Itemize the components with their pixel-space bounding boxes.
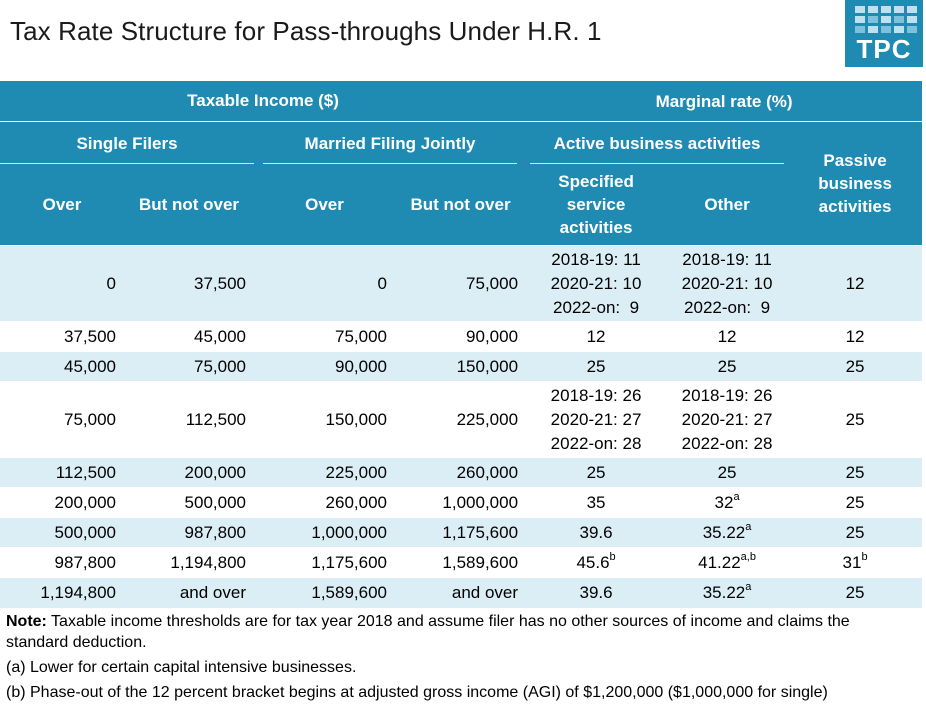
married-but-not-over-cell: 90,000	[395, 322, 526, 352]
rate-value: 35.22	[702, 582, 746, 602]
married-but-not-over-cell: 1,589,600	[395, 548, 526, 578]
note-a: (a) Lower for certain capital intensive businesses.	[6, 659, 357, 676]
single-over-cell: 1,194,800	[0, 578, 124, 608]
rate-value: 25	[717, 462, 737, 482]
specified-service-rate-cell	[526, 488, 666, 518]
passive-rate-cell	[788, 246, 922, 322]
single-over-cell: 75,000	[0, 382, 124, 458]
other-rate-cell	[666, 548, 788, 578]
married-over-cell: 75,000	[254, 322, 395, 352]
other-rate-cell	[666, 518, 788, 548]
rate-value: 25	[586, 462, 606, 482]
passive-rate-cell	[788, 458, 922, 488]
other-rate-cell	[666, 382, 788, 458]
rate-line: 2018-19: 26	[550, 385, 642, 405]
married-but-not-over-cell: 225,000	[395, 382, 526, 458]
rate-value: 25	[845, 409, 865, 429]
table-row	[0, 458, 922, 488]
passive-rate-cell	[788, 352, 922, 382]
other-rate-cell	[666, 458, 788, 488]
married-but-not-over-cell: 1,000,000	[395, 488, 526, 518]
rate-line: 2020-21: 27	[550, 409, 642, 429]
rate-line: 2022-on: 9	[553, 297, 640, 317]
passive-rate-cell	[788, 382, 922, 458]
header-single-filers: Single Filers	[0, 122, 254, 164]
specified-service-rate-cell	[526, 458, 666, 488]
header-married-filing-jointly: Married Filing Jointly	[254, 122, 526, 164]
rate-value: 39.6	[579, 582, 613, 602]
rate-value: 31	[842, 552, 862, 572]
header-other: Other	[666, 164, 788, 246]
header-taxable-income: Taxable Income ($)	[0, 81, 526, 122]
rate-line: 2018-19: 26	[681, 385, 773, 405]
single-but-not-over-cell: and over	[124, 578, 254, 608]
passive-rate-cell	[788, 488, 922, 518]
header-active-business: Active business activities	[526, 122, 788, 164]
note-main	[6, 611, 916, 653]
married-over-cell: 225,000	[254, 458, 395, 488]
page-title: Tax Rate Structure for Pass-throughs Under H.R. 1	[10, 16, 602, 46]
footnote-marker: a	[733, 490, 740, 503]
other-rate-cell	[666, 578, 788, 608]
other-rate-cell	[666, 352, 788, 382]
rate-value: 12	[586, 326, 606, 346]
logo-grid-icon	[855, 6, 917, 33]
header-marginal-rate: Marginal rate (%)	[526, 81, 922, 122]
rate-line: 2018-19: 11	[682, 249, 772, 269]
notes	[6, 611, 916, 707]
specified-service-rate-cell	[526, 352, 666, 382]
footnote-marker: b	[609, 550, 616, 563]
rate-line: 2022-on: 9	[684, 297, 771, 317]
rate-value: 25	[845, 522, 865, 542]
header-single-over: Over	[0, 164, 124, 246]
rate-value: 35.22	[702, 522, 746, 542]
single-but-not-over-cell: 987,800	[124, 518, 254, 548]
table-row	[0, 352, 922, 382]
single-over-cell: 112,500	[0, 458, 124, 488]
footnote-marker: a,b	[740, 550, 756, 563]
married-over-cell: 150,000	[254, 382, 395, 458]
tpc-logo	[845, 0, 923, 67]
married-over-cell: 260,000	[254, 488, 395, 518]
table-row	[0, 548, 922, 578]
passive-rate-cell	[788, 578, 922, 608]
other-rate-cell	[666, 322, 788, 352]
header-specified-service: Specified service activities	[526, 164, 666, 246]
passive-rate-cell	[788, 548, 922, 578]
single-but-not-over-cell: 37,500	[124, 246, 254, 322]
specified-service-rate-cell	[526, 548, 666, 578]
passive-rate-cell	[788, 322, 922, 352]
table-body	[0, 246, 922, 608]
married-but-not-over-cell: 260,000	[395, 458, 526, 488]
single-over-cell: 45,000	[0, 352, 124, 382]
note-b: (b) Phase-out of the 12 percent bracket begins at adjusted gross income (AGI) of $1,200,000 ($1,000,000 for single)	[6, 684, 828, 701]
rate-value: 39.6	[579, 522, 613, 542]
rate-value: 41.22	[698, 552, 741, 572]
table-row	[0, 322, 922, 352]
single-over-cell: 200,000	[0, 488, 124, 518]
rate-value: 25	[586, 356, 606, 376]
note-text: Taxable income thresholds are for tax year 2018 and assume filer has no other sources of income and claims the standard deduction.	[6, 613, 850, 651]
header-passive: Passive business activities	[788, 122, 922, 246]
table-row	[0, 578, 922, 608]
other-rate-cell	[666, 488, 788, 518]
single-over-cell: 987,800	[0, 548, 124, 578]
rate-line: 2022-on: 28	[550, 433, 642, 453]
single-over-cell: 0	[0, 246, 124, 322]
other-rate-cell	[666, 246, 788, 322]
rate-value: 12	[845, 273, 865, 293]
single-but-not-over-cell: 200,000	[124, 458, 254, 488]
table-row	[0, 488, 922, 518]
rate-line: 2020-21: 27	[681, 409, 773, 429]
header-married-over: Over	[254, 164, 395, 246]
logo-text: TPC	[856, 34, 912, 64]
rate-value: 45.6	[576, 552, 610, 572]
rate-value: 25	[845, 492, 865, 512]
table-row	[0, 246, 922, 322]
married-over-cell: 90,000	[254, 352, 395, 382]
table-row	[0, 382, 922, 458]
footnote-marker: a	[745, 580, 752, 593]
rate-value: 25	[845, 462, 865, 482]
specified-service-rate-cell	[526, 322, 666, 352]
note-label: Note:	[6, 613, 47, 630]
single-but-not-over-cell: 75,000	[124, 352, 254, 382]
rate-value: 32	[714, 492, 734, 512]
single-but-not-over-cell: 500,000	[124, 488, 254, 518]
single-but-not-over-cell: 45,000	[124, 322, 254, 352]
specified-service-rate-cell	[526, 578, 666, 608]
rate-value: 25	[845, 582, 865, 602]
header-single-but-not-over: But not over	[124, 164, 254, 246]
tax-rate-table	[0, 80, 922, 608]
married-but-not-over-cell: 75,000	[395, 246, 526, 322]
single-over-cell: 500,000	[0, 518, 124, 548]
specified-service-rate-cell	[526, 246, 666, 322]
specified-service-rate-cell	[526, 518, 666, 548]
married-but-not-over-cell: 1,175,600	[395, 518, 526, 548]
rate-value: 12	[845, 326, 865, 346]
rate-line: 2020-21: 10	[550, 273, 642, 293]
married-but-not-over-cell: and over	[395, 578, 526, 608]
rate-line: 2018-19: 11	[551, 249, 641, 269]
footnote-marker: a	[745, 520, 752, 533]
header-married-but-not-over: But not over	[395, 164, 526, 246]
footnote-marker: b	[861, 550, 868, 563]
table-row	[0, 518, 922, 548]
rate-line: 2020-21: 10	[681, 273, 773, 293]
rate-value: 35	[586, 492, 606, 512]
specified-service-rate-cell	[526, 382, 666, 458]
single-but-not-over-cell: 1,194,800	[124, 548, 254, 578]
rate-value: 25	[717, 356, 737, 376]
married-but-not-over-cell: 150,000	[395, 352, 526, 382]
rate-line: 2022-on: 28	[681, 433, 773, 453]
married-over-cell: 1,000,000	[254, 518, 395, 548]
rate-value: 25	[845, 356, 865, 376]
passive-rate-cell	[788, 518, 922, 548]
single-over-cell: 37,500	[0, 322, 124, 352]
rate-value: 12	[717, 326, 737, 346]
married-over-cell: 0	[254, 246, 395, 322]
married-over-cell: 1,589,600	[254, 578, 395, 608]
single-but-not-over-cell: 112,500	[124, 382, 254, 458]
married-over-cell: 1,175,600	[254, 548, 395, 578]
